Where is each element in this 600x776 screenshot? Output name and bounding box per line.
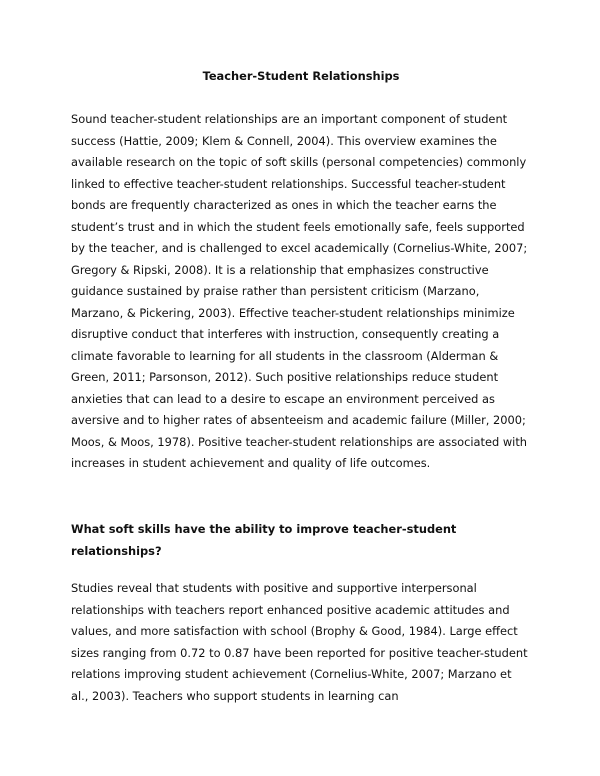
document-title: Teacher-Student Relationships — [202, 69, 400, 83]
body-paragraph: Studies reveal that students with positive and supportive interpersonal relationships with teachers report enhanced positive academic attitudes and values, and more satisfaction with school (Brophy & Good, 1984). Large effect sizes ranging from 0.72 to 0.87 have been reported for positive teacher-student relations improving student achievement (Cornelius-White, 2007; Marzano et al., 2003). Teachers who support students in learning can — [71, 581, 528, 703]
section-heading: What soft skills have the ability to improve teacher-student relationships? — [71, 522, 457, 558]
intro-paragraph: Sound teacher-student relationships are an important component of student success (Hattie, 2009; Klem & Connell, 2004). This overview examines the available research on the topic of soft skills (personal competencies) commonly linked to effective teacher-student relationships. Successful teacher-student bonds are frequently characterized as ones in which the teacher earns the student’s trust and in which the student feels emotionally safe, feels supported by the teacher, and is challenged to excel academically (Cornelius-White, 2007; Gregory & Ripski, 2008). It is a relationship that emphasizes constructive guidance sustained by praise rather than persistent criticism (Marzano, Marzano, & Pickering, 2003). Effective teacher-student relationships minimize disruptive conduct that interferes with instruction, consequently creating a climate favorable to learning for all students in the classroom (Alderman & Green, 2011; Parsonson, 2012). Such positive relationships reduce student anxieties that can lead to a desire to escape an environment perceived as aversive and to higher rates of absenteeism and academic failure (Miller, 2000; Moos, & Moos, 1978). Positive teacher-student relationships are associated with increases in student achievement and quality of life outcomes. — [71, 112, 528, 470]
